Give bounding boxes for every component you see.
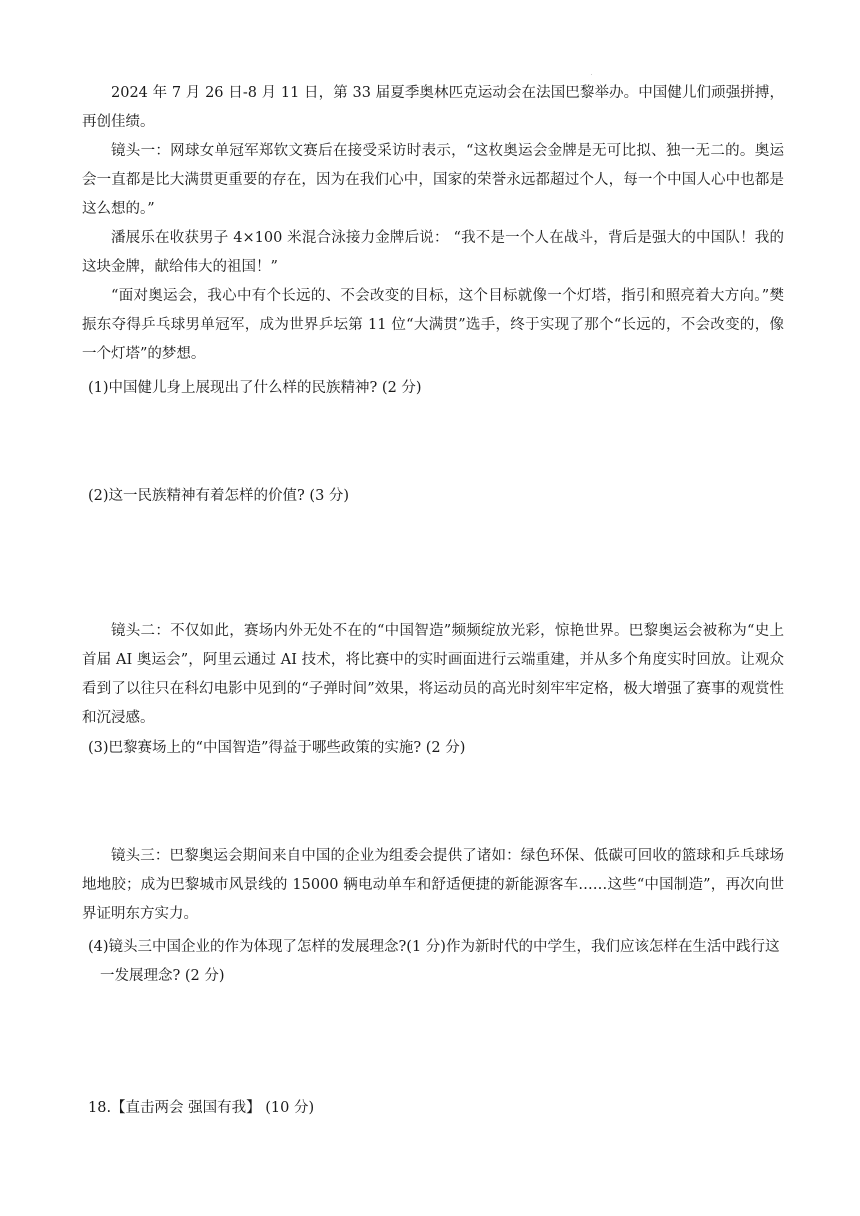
intro-paragraph: 2024 年 7 月 26 日-8 月 11 日，第 33 届夏季奥林匹克运动会在法国巴黎举办。中国健儿们顽强拼搏，再创佳绩。 xyxy=(82,85,784,130)
scene1-paragraph-zheng: 镜头一：网球女单冠军郑钦文赛后在接受采访时表示，“这枚奥运会金牌是无可比拟、独一无二的。奥运会一直都是比大满贯更重要的存在，因为在我们心中，国家的荣誉永远都超过个人，每一个中国人心中也都是这么想的。” xyxy=(82,143,784,217)
scene1-paragraph-pan: 潘展乐在收获男子 4×100 米混合泳接力金牌后说： “我不是一个人在战斗，背后是强大的中国队！我的这块金牌，献给伟大的祖国！” xyxy=(82,230,784,275)
question-1: (1)中国健儿身上展现出了什么样的民族精神? (2 分) xyxy=(88,380,422,396)
section-18-heading: 18.【直击两会 强国有我】 (10 分) xyxy=(88,1100,315,1116)
question-3: (3)巴黎赛场上的“中国智造”得益于哪些政策的实施? (2 分) xyxy=(88,740,466,756)
question-4: (4)镜头三中国企业的作为体现了怎样的发展理念?(1 分)作为新时代的中学生，我们应该怎样在生活中践行这一发展理念? (2 分) xyxy=(88,939,780,984)
scene1-paragraph-fan: “面对奥运会，我心中有个长远的、不会改变的目标，这个目标就像一个灯塔，指引和照亮着大方向。”樊振东夺得乒乓球男单冠军，成为世界乒坛第 11 位“大满贯”选手，终于实现了那个“长远的，不会改变的，像一个灯塔”的梦想。 xyxy=(82,288,784,362)
scene3-paragraph: 镜头三：巴黎奥运会期间来自中国的企业为组委会提供了诸如：绿色环保、低碳可回收的篮球和乒乓球场地地胶；成为巴黎城市风景线的 15000 辆电动单车和舒适便捷的新能源客车……这些“中国制造”，再次向世界证明东方实力。 xyxy=(82,848,784,922)
scene2-paragraph: 镜头二：不仅如此，赛场内外无处不在的“中国智造”频频绽放光彩，惊艳世界。巴黎奥运会被称为“史上首届 AI 奥运会”，阿里云通过 AI 技术，将比赛中的实时画面进行云端重建，并从多个角度实时回放。让观众看到了以往只在科幻电影中见到的“子弹时间”效果，将运动员的高光时刻牢牢定格，极大增强了赛事的观赏性和沉浸感。 xyxy=(82,623,784,726)
question-2: (2)这一民族精神有着怎样的价值? (3 分) xyxy=(88,488,350,504)
scan-dot xyxy=(591,74,592,75)
